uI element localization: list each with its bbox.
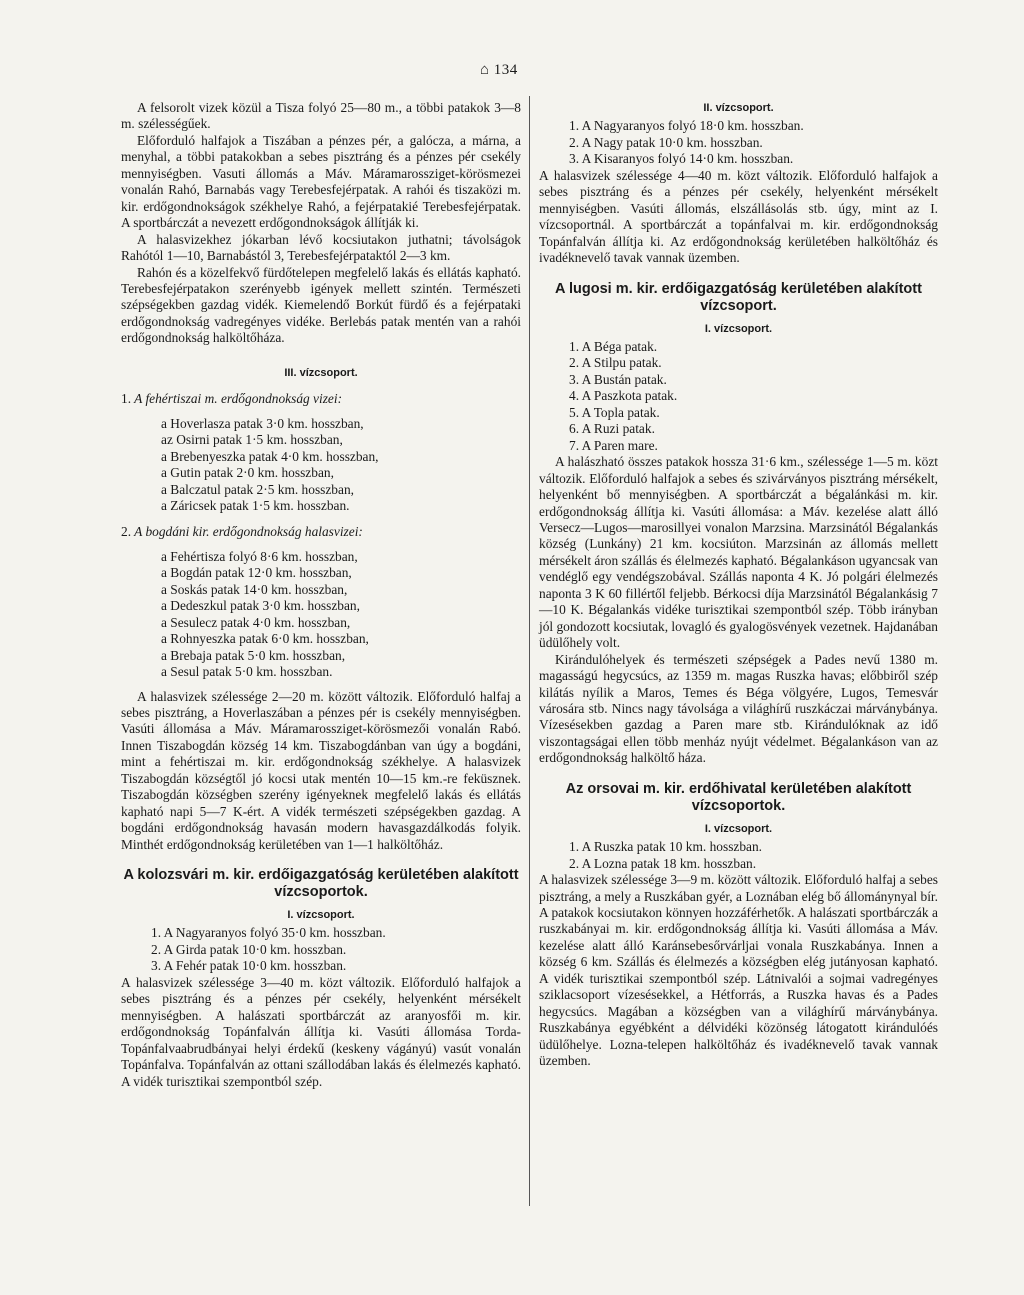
group-heading: III. vízcsoport. [284,366,358,379]
water-list [539,118,938,167]
list-item: 1. A Nagyaranyos folyó 35·0 km. hosszban. [151,925,386,941]
paragraph: A halasvizek szélessége 3—40 m. közt változik. Előforduló halfajok a sebes pisztráng és a pénzes pér csekély, helyenként mérsékelt mennyiségben. A halászati sportbárczát az aranyosfői m. kir. erdőgondnokság Topánfalván állítja ki. Vasúti állomása Torda-Topánfalvaabrudbányai helyi érdekű (keskeny vágányú) vasút vonalán Topánfalva. Topánfalván az ottani szállodában lakás és élelmezés kapható. A vidék turisztikai szempontból szép. [121,974,521,1089]
list-item: a Dedeszkul patak 3·0 km. hosszban, [161,598,360,614]
list-item: a Sesul patak 5·0 km. hosszban. [161,664,333,680]
list-item: 2. A Nagy patak 10·0 km. hosszban. [569,134,763,150]
section-heading: A lugosi m. kir. erdőigazgatóság kerületében alakított vízcsoport. [555,280,922,314]
list-item: 7. A Paren mare. [569,437,658,453]
list-item: az Osirni patak 1·5 km. hosszban, [161,432,343,448]
page-mark-icon: ⌂ [480,62,494,78]
list-item: 3. A Fehér patak 10·0 km. hosszban. [151,958,347,974]
water-list [121,416,521,515]
paragraph: A halasvizek szélessége 2—20 m. között változik. Előforduló halfaj a sebes pisztráng, a Hoverlaszában a pénzes pér is csekély mennyiségben. Vasúti állomása a Máv. Máramarossziget-körösmezői vonalán Rabó. Innen Tiszabogdán község 14 km. Tiszabogdánban van úgy a bogdáni, mint a fehértiszai m. kir. erdőgondnokság székhelye. A halasvizek Tiszabogdán községtől jó kocsi utak mentén 10—15 km.-re feküsznek. Tiszabogdán községben szerény igényeknek megfelelő lakás és ellátás kapható napi 5—7 K-ért. A vidék természeti szépségekben gazdag. A bogdáni erdőgondnokság havasán modern havasgazdálkodás folyik. Minthét erdőgondnokság kerületében van 1—1 halköltőház. [121,688,521,852]
list-item: a Soskás patak 14·0 km. hosszban, [161,581,348,597]
list-item: 2. A Lozna patak 18 km. hosszban. [569,855,757,871]
paragraph: A halászható összes patakok hossza 31·6 km., szélessége 1—5 m. közt változik. Előforduló halfajok a sebes és szivárványos pisztráng mérsékelt, helyenként bő mennyiségben. A sportbárczát a bégalánkási m. kir. erdőgondnokság állítja ki. Vasúti állomása: a Máv. kezelése alatt álló Versecz—Lugos—marosillyei vonalon Marzsina. Marzsinától Bégalankás község (Lunkány) 21 km. kocsiúton. Marzsinán az állomás mellett mérsékelt áron szállás és élelmezés kapható. Bégalankáson ugyancsak van vendéglő egy vendégszobával. Szállás naponta 4 K. Jó polgári élelmezés naponta 3 K 60 fillértől feljebb. Bérkocsi díja Marzsinától Bégalankásig 7—10 K. Bégalankás vidéke turisztikai szempontból szép. Több irányban jól gondozott kocsiutak, lovagló és gyalogösvények vezetnek. Hajdanában üdülőhely volt. [539,454,939,651]
left-column [121,100,521,1090]
group-heading: II. vízcsoport. [703,102,774,114]
list-item: 5. A Topla patak. [569,404,660,420]
list-item: 2. A Stilpu patak. [569,355,662,371]
group-heading: I. vízcsoport. [287,909,355,922]
list-item: 1. A Ruszka patak 10 km. hosszban. [569,839,763,855]
list-item: a Záricsek patak 1·5 km. hosszban. [161,497,350,513]
water-list [539,339,938,454]
list-item: a Fehértisza folyó 8·6 km. hosszban, [161,548,358,564]
list-item: a Brebaja patak 5·0 km. hosszban, [161,647,346,663]
paragraph: A felsorolt vizek közül a Tisza folyó 25—80 m., a többi patakok 3—8 m. szélességűek. [121,100,521,132]
list-item: 3. A Bustán patak. [569,371,667,387]
office-heading: 1. A fehértiszai m. erdőgondnokság vizei: [121,391,343,407]
paragraph: Rahón és a közelfekvő fürdőtelepen megfelelő lakás és ellátás kapható. Terebesfejérpatakon szerényebb igények mellett szintén. Természeti szépségekben gazdag vidék. Kiemelendő Borkút fürdő és a fejérpataki erdőgondnokság vadregényes vidéke. Berlebás patak mentén van a rahói erdőgondnokság halköltőháza. [121,264,521,346]
page-number: ⌂ 134 [480,62,518,78]
list-item: 3. A Kisaranyos folyó 14·0 km. hosszban. [569,151,794,167]
list-item: a Brebenyeszka patak 4·0 km. hosszban, [161,448,379,464]
section-heading: Az orsovai m. kir. erdőhivatal kerületében alakított vízcsoportok. [565,780,912,814]
paragraph: Kirándulóhelyek és természeti szépségek a Pades nevű 1380 m. magasságú hegycsúcs, az 1359 m. magas Ruszka havas; előbbiről szép kilátás nyílik a Maros, Temes és Béga völgyére, Lugos, Temesvár városára stb. Nincs nagy távolsága a világhírű ruszkáczai márványbánya. Vízesésekben gazdag a Paren mare stb. Kirándulóknak az idő viszontagságai ellen több menház nyújt védelmet. Bégalankáson van az erdőgondnokság halköltő háza. [539,651,938,766]
paragraph: A halasvizek szélessége 4—40 m. közt változik. Előforduló halfajok a sebes pisztráng és a pénzes pér csekély, helyenként mérsékelt mennyiségben. Vasúti állomás, elszállásolás stb. úgy, mint az I. vízcsoportnál. A sportbárczát a topánfalvai m. kir. erdőgondnokság Topánfalván állítja ki. Az erdőgondnokság kerületében halköltőház és ivadéknevelő tavak vannak üzemben. [539,167,938,266]
paragraph: A halasvizek szélessége 3—9 m. között változik. Előforduló halfaj a sebes pisztráng, a mely a Ruszkában gyér, a Loznában elég bő állománynyal bír. A patakok kocsiutakon könnyen hozzáférhetők. A halászati sportbárczák a ruszkabányai m. kir. erdőgondnokság állítja ki. Vasúti állomása a Máv. kezelése alatt álló Karánsebesőrvárljai vonala Ruszkabánya. Innen a község 6 km. Szállás és élelmezés a községben elég jutányosan kapható. A vidék turisztikai szempontból szép. Látnivalói a sojmai vadregényes sziklacsoport vízesésekkel, a Hétforrás, a Ruszka havas és a Pades hegycsúcs. Magában a községben van a világhírű márványbánya. Ruszkabánya egyébként a délvidéki közönség látogatott kirándulóés üdülőhelye. Lozna-telepen halköltőház és ivadéknevelő tavak vannak üzemben. [539,872,938,1069]
list-item: a Sesulecz patak 4·0 km. hosszban, [161,614,351,630]
list-item: 1. A Nagyaranyos folyó 18·0 km. hosszban. [569,118,804,134]
paragraph: A halasvizekhez jókarban lévő kocsiutakon juthatni; távolságok Rahótól 1—10, Barnabástól 3, Terebesfejérpataktól 2—3 km. [121,231,521,264]
list-item: a Balczatul patak 2·5 km. hosszban, [161,481,354,497]
list-item: a Rohnyeszka patak 6·0 km. hosszban, [161,631,369,647]
column-divider [529,96,530,1206]
list-item: 6. A Ruzi patak. [569,421,655,437]
list-item: 4. A Paszkota patak. [569,388,678,404]
right-column [539,100,938,1070]
list-item: a Gutin patak 2·0 km. hosszban, [161,465,334,481]
group-heading: I. vízcsoport. [704,322,773,335]
water-list [539,839,938,872]
list-item: a Bogdán patak 12·0 km. hosszban, [161,565,352,581]
section-heading: A kolozsvári m. kir. erdőigazgatóság kerületében alakított vízcsoportok. [123,867,519,901]
water-list [121,925,521,974]
list-item: a Hoverlasza patak 3·0 km. hosszban, [161,415,364,431]
list-item: 1. A Béga patak. [569,338,658,354]
paragraph: Előforduló halfajok a Tiszában a pénzes pér, a galócza, a márna, a menyhal, a többi patakokban a sebes pisztráng és a pénzes pér csekély mennyiségben. Vasuti állomás a Máv. Máramarossziget-körösmezei vonalán Rahó, Barnabás vagy Terebesfejérpatak. A rahói és tiszaközi m. kir. erdőgondnokságok székhelye Rahó, a fejérpatakié Terebesfejérpatak. A sportbárczát a nevezett erdőgondnokságok állítják ki. [121,132,521,231]
list-item: 2. A Girda patak 10·0 km. hosszban. [151,941,347,957]
office-heading: 2. A bogdáni kir. erdőgondnokság halasvizei: [121,524,363,540]
group-heading: I. vízcsoport. [704,822,773,835]
water-list [121,549,521,681]
